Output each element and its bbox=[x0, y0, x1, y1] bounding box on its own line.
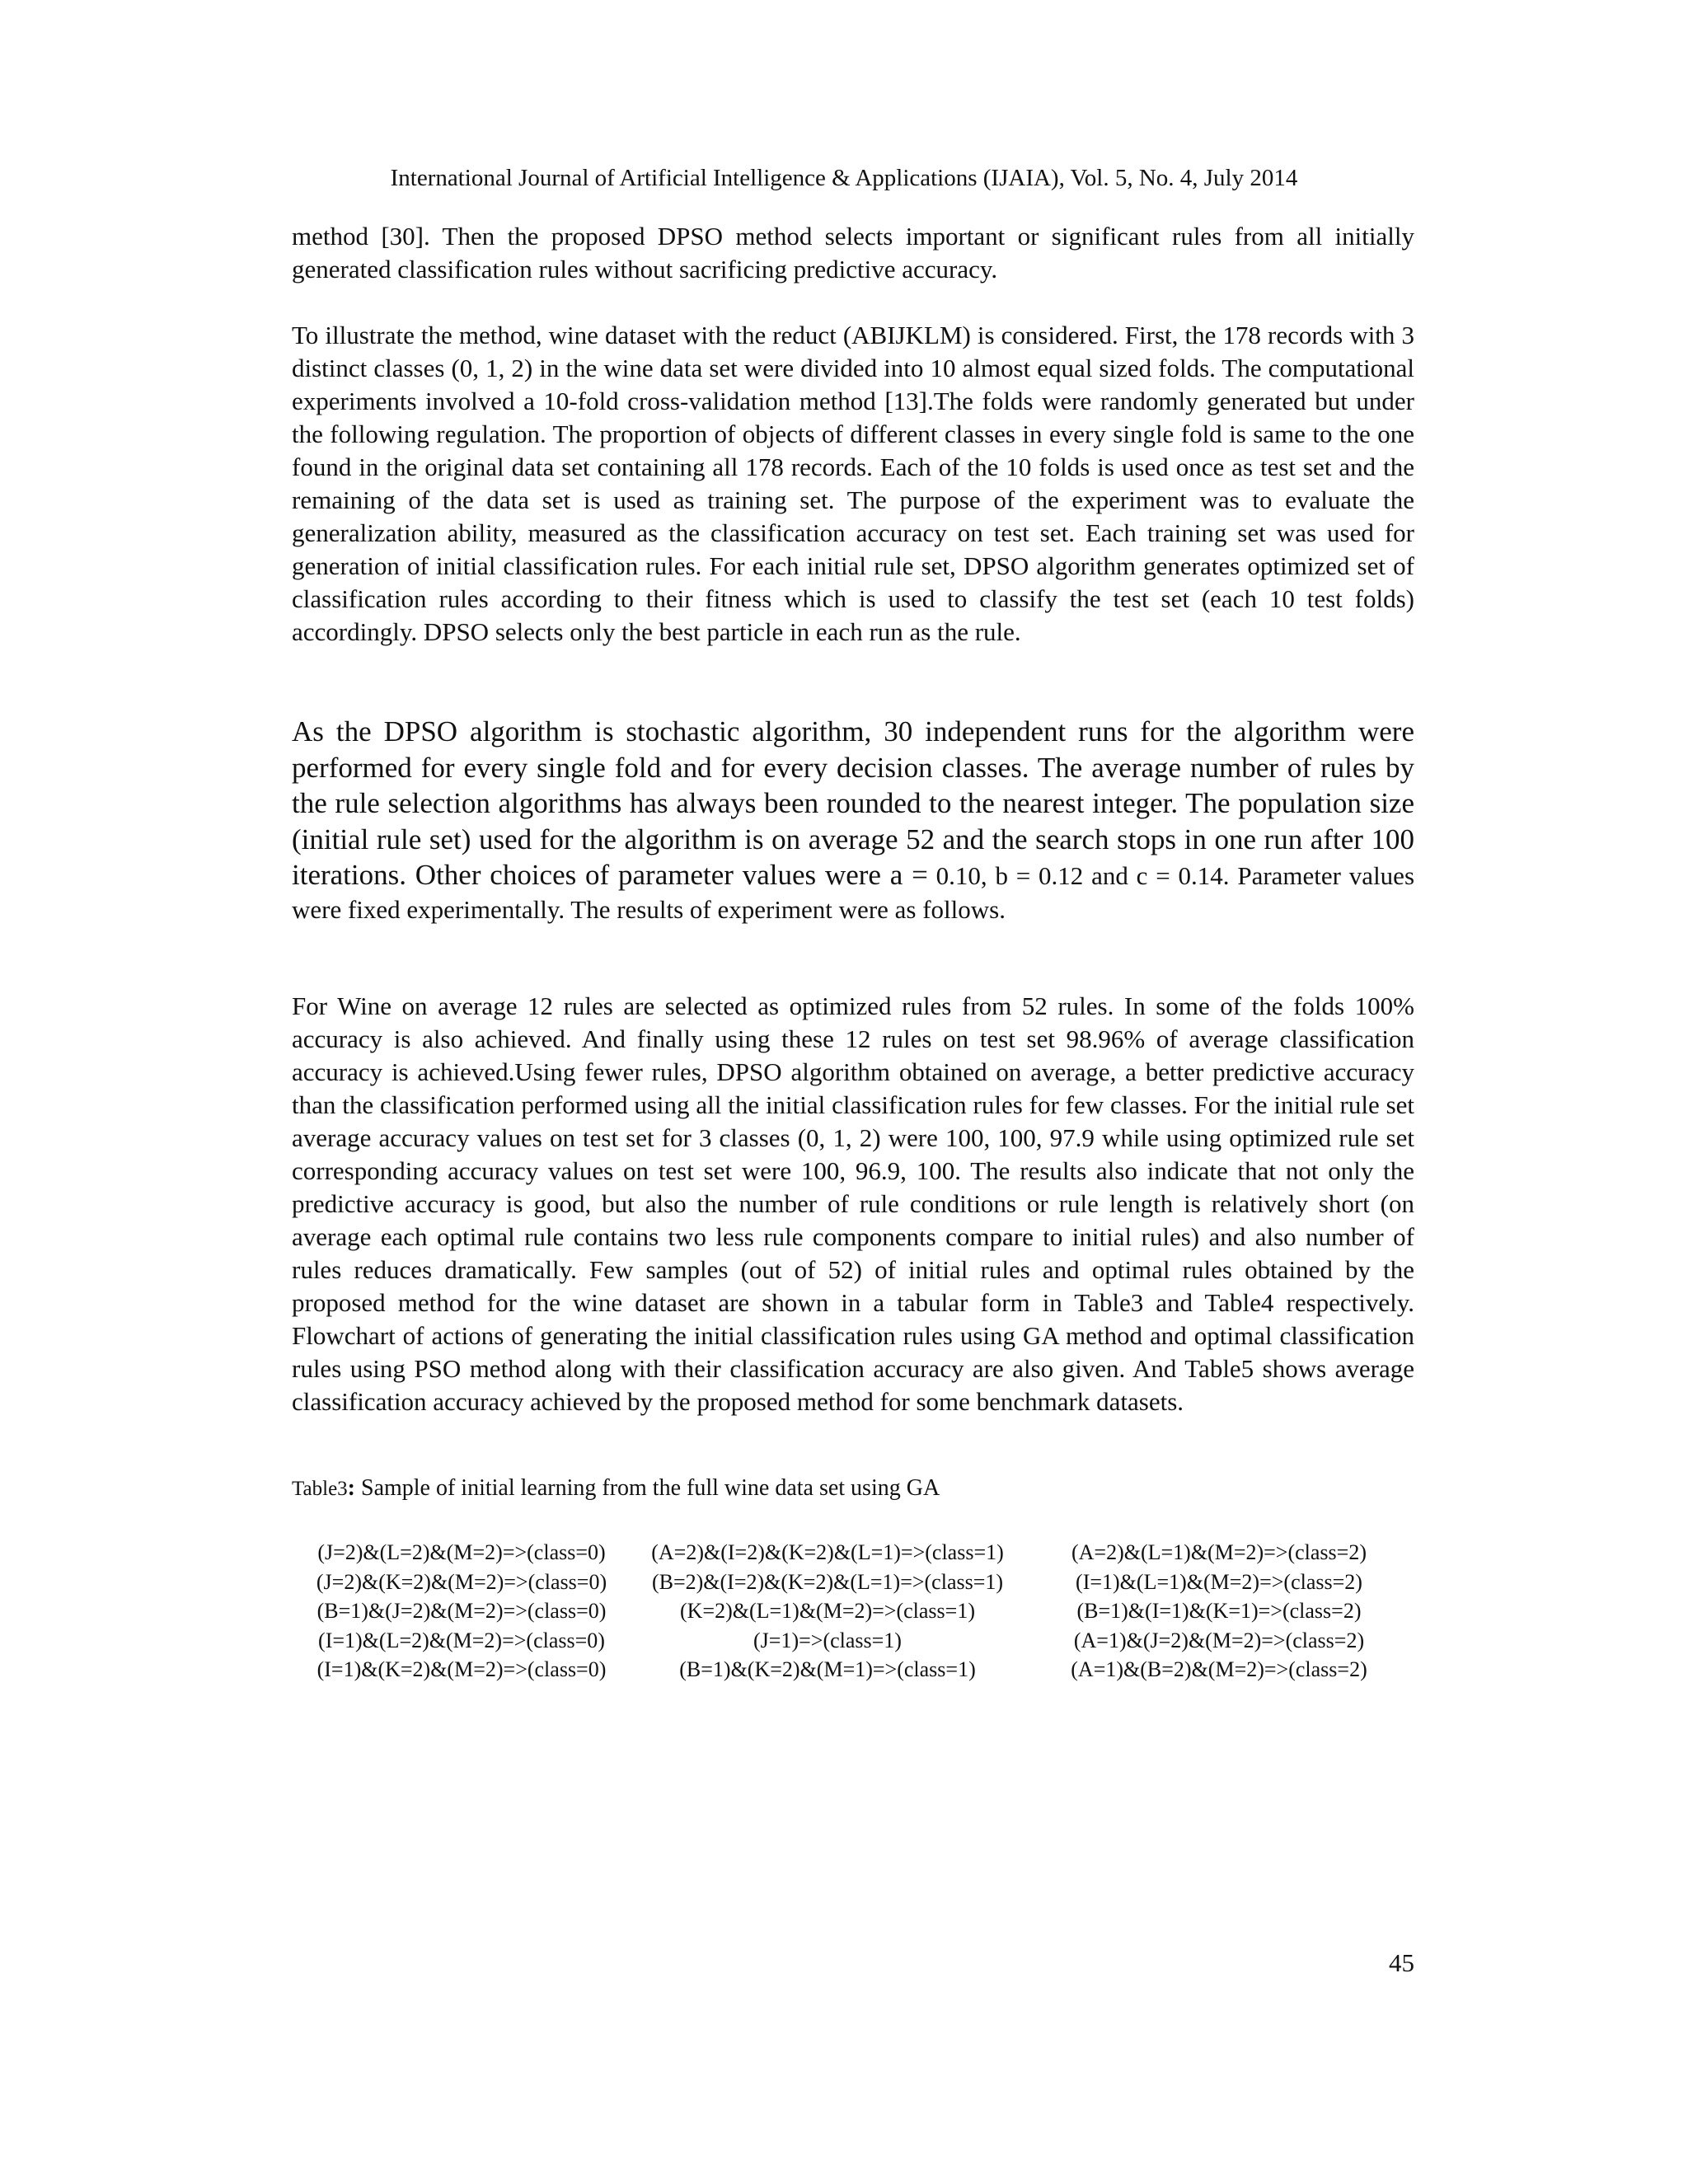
running-header: International Journal of Artificial Intelligence & Applications (IJAIA), Vol. 5, No. 4, July 2014 bbox=[390, 165, 1298, 191]
rule-item: (J=2)&(L=2)&(M=2)=>(class=0) bbox=[317, 1540, 606, 1564]
rule-item: (A=2)&(L=1)&(M=2)=>(class=2) bbox=[1071, 1540, 1367, 1564]
table3-caption bbox=[292, 1474, 940, 1504]
rule-item: (A=1)&(J=2)&(M=2)=>(class=2) bbox=[1073, 1628, 1365, 1652]
page-number: 45 bbox=[1389, 1948, 1414, 1977]
rule-item: (I=1)&(K=2)&(M=2)=>(class=0) bbox=[316, 1657, 607, 1681]
body-paragraph-3-normal-text: 0.10, b = 0.12 and c = 0.14. Parameter values were fixed experimentally. The results of experiment were as follows. bbox=[292, 861, 1415, 924]
table3-rules bbox=[292, 1538, 1414, 1685]
rule-item: (J=2)&(K=2)&(M=2)=>(class=0) bbox=[316, 1569, 607, 1594]
rules-column-class-2 bbox=[1024, 1538, 1414, 1685]
rule-item: (K=2)&(L=1)&(M=2)=>(class=1) bbox=[679, 1599, 975, 1623]
rule-item: (A=1)&(B=2)&(M=2)=>(class=2) bbox=[1071, 1657, 1367, 1681]
body-paragraph-3 bbox=[292, 714, 1414, 926]
rule-item: (A=2)&(I=2)&(K=2)&(L=1)=>(class=1) bbox=[651, 1540, 1004, 1564]
body-paragraph-1: method [30]. Then the proposed DPSO method selects important or significant rules from all initially generated classification rules without sacrificing predictive accuracy. bbox=[292, 222, 1414, 284]
table3-caption-text: Sample of initial learning from the full wine data set using GA bbox=[355, 1475, 940, 1501]
table3-caption-separator: : bbox=[347, 1475, 355, 1501]
table3-label: Table3 bbox=[292, 1478, 348, 1500]
rule-item: (B=1)&(K=2)&(M=1)=>(class=1) bbox=[679, 1657, 976, 1681]
rule-item: (B=1)&(J=2)&(M=2)=>(class=0) bbox=[316, 1599, 607, 1623]
body-paragraph-4: For Wine on average 12 rules are selected as optimized rules from 52 rules. In some of the folds 100% accuracy is also achieved. And finally using these 12 rules on test set 98.96% of average classification accuracy is achieved.Using fewer rules, DPSO algorithm obtained on average, a better predictive accuracy than the classification performed using all the initial classification rules for few classes. For the initial rule set average accuracy values on test set for 3 classes (0, 1, 2) were 100, 100, 97.9 while using optimized rule set corresponding accuracy values on test set were 100, 96.9, 100. The results also indicate that not only the predictive accuracy is good, but also the number of rule conditions or rule length is relatively short (on average each optimal rule contains two less rule components compare to initial rules) and also number of rules reduces dramatically. Few samples (out of 52) of initial rules and optimal rules obtained by the proposed method for the wine dataset are shown in a tabular form in Table3 and Table4 respectively. Flowchart of actions of generating the initial classification rules using GA method and optimal classification rules using PSO method along with their classification accuracy are also given. And Table5 shows average classification accuracy achieved by the proposed method for some benchmark datasets. bbox=[292, 991, 1414, 1416]
rule-item: (I=1)&(L=2)&(M=2)=>(class=0) bbox=[318, 1628, 605, 1652]
rule-item: (B=1)&(I=1)&(K=1)=>(class=2) bbox=[1076, 1599, 1362, 1623]
body-paragraph-3-large-text: As the DPSO algorithm is stochastic algorithm, 30 independent runs for the algorithm were performed for every single fold and for every decision classes. The average number of rules by the rule selection algorithms has always been rounded to the nearest integer. The population size (initial rule set) used for the algorithm is on average 52 and the search stops in one run after 100 iterations. Other choices of parameter values were a = bbox=[292, 715, 1414, 892]
body-paragraph-2: To illustrate the method, wine dataset with the reduct (ABIJKLM) is considered. First, the 178 records with 3 distinct classes (0, 1, 2) in the wine data set were divided into 10 almost equal sized folds. The computational experiments involved a 10-fold cross-validation method [13].The folds were randomly generated but under the following regulation. The proportion of objects of different classes in every single fold is same to the one found in the original data set containing all 178 records. Each of the 10 folds is used once as test set and the remaining of the data set is used as training set. The purpose of the experiment was to evaluate the generalization ability, measured as the classification accuracy on test set. Each training set was used for generation of initial classification rules. For each initial rule set, DPSO algorithm generates optimized set of classification rules according to their fitness which is used to classify the test set (each 10 test folds) accordingly. DPSO selects only the best particle in each run as the rule. bbox=[292, 321, 1414, 646]
rules-column-class-0 bbox=[292, 1538, 631, 1685]
rule-item: (B=2)&(I=2)&(K=2)&(L=1)=>(class=1) bbox=[651, 1569, 1004, 1594]
rules-column-class-1 bbox=[631, 1538, 1024, 1685]
rule-item: (J=1)=>(class=1) bbox=[753, 1628, 902, 1652]
rule-item: (I=1)&(L=1)&(M=2)=>(class=2) bbox=[1076, 1569, 1362, 1594]
